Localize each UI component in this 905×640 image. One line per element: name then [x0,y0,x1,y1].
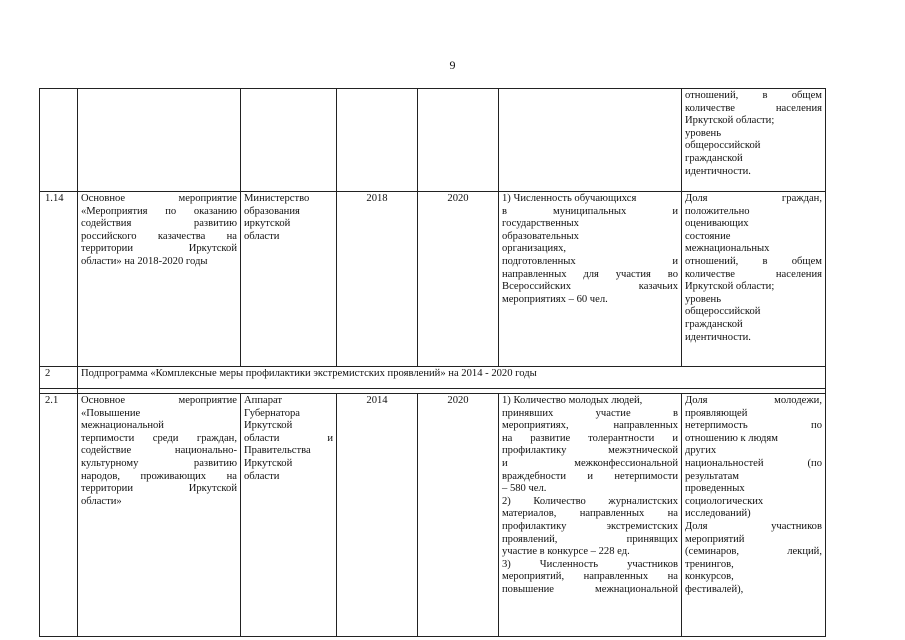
indicator-line: других [685,445,717,457]
result-line: образовательных [502,230,579,242]
indicator-line: оценивающих [685,218,749,230]
indicator-line: результатам [685,470,739,482]
indicator-line: фестивалей), [685,583,744,595]
cell-results [499,192,682,367]
result-line: профилактику экстремистских [502,520,678,532]
result-line: и межконфессиональной [502,457,678,469]
indicator-line: Доля молодежи, [685,395,822,406]
indicator-line: количестве населения [685,102,822,114]
indicator-line: гражданской [685,318,743,330]
indicator-line: уровень [685,293,722,305]
result-line: Всероссийских казачьих [502,281,678,293]
cell-start-year: 2018 [337,192,418,367]
cell-number: 1.14 [40,192,78,367]
cell-executor [241,394,337,637]
indicator-line: идентичности. [685,165,751,177]
indicator-line: отношению к людям [685,432,778,444]
cell-number [40,89,78,192]
indicator-line: национальностей (по [685,457,822,469]
result-line: принявших участие в [502,407,678,419]
cell-end-year [418,89,499,192]
result-line: профилактику межэтнической [502,445,678,457]
event-line: содействия развитию [81,218,237,230]
event-line: Основное мероприятие [81,193,237,204]
indicator-line: идентичности. [685,331,751,343]
cell-results [499,394,682,637]
executor-line: Иркутской [244,457,293,469]
executor-line: иркутской [244,218,291,230]
indicator-line: исследований) [685,508,751,520]
indicator-line: общероссийской [685,306,761,318]
table-row-continuation [40,89,826,192]
indicator-line: Иркутской области; [685,115,775,127]
result-line: 1) Численность обучающихся [502,193,637,204]
executor-line: области [244,230,280,242]
result-line: 3) Численность участников [502,558,678,570]
cell-event [78,89,241,192]
indicator-line: мероприятий [685,533,745,545]
program-table [39,88,826,637]
result-line: проявлений, принявщих [502,533,678,545]
indicator-line: проявляющей [685,407,748,419]
executor-line: Иркутской [244,420,293,432]
result-line: подготовленных и [502,255,678,267]
indicator-line: отношений, в общем [685,90,822,101]
table-row-1-14 [40,192,826,367]
result-line: – 580 чел. [502,483,547,495]
result-line: организациях, [502,243,567,255]
event-line: терпимости среди граждан, [81,432,237,444]
cell-results [499,89,682,192]
cell-number: 2 [40,367,78,389]
result-line: мероприятиях – 60 чел. [502,293,608,305]
indicator-line: тренингов, [685,558,734,570]
page-number: 9 [449,58,456,72]
indicator-line: общероссийской [685,140,761,152]
cell-executor [241,89,337,192]
indicator-line: межнациональных [685,243,770,255]
event-line: области» [81,495,122,507]
executor-line: Губернатора [244,407,301,419]
indicator-line: (семинаров, лекций, [685,546,822,558]
result-line: мероприятий, направленных на [502,571,678,583]
executor-line: Аппарат [244,395,283,406]
executor-line: Министерство [244,193,310,204]
cell-event [78,192,241,367]
cell-indicators [682,394,826,637]
result-line: государственных [502,218,579,230]
event-line: народов, проживающих на [81,470,237,482]
result-line: мероприятиях, направленных [502,420,678,432]
event-line: области» на 2018-2020 годы [81,255,208,267]
cell-executor [241,192,337,367]
executor-line: области [244,470,280,482]
result-line: 2) Количество журналистских [502,495,678,507]
result-line: участие в конкурсе – 228 ед. [502,546,630,558]
indicator-line: положительно [685,205,750,217]
indicator-line: уровень [685,127,722,139]
subprogram-title: Подпрограмма «Комплексные меры профилактики экстремистских проявлений» на 2014 - 2020 годы [78,367,826,389]
cell-end-year: 2020 [418,394,499,637]
executor-line: Правительства [244,445,311,457]
event-line: «Повышение [81,407,141,419]
result-line: в муниципальных и [502,205,678,217]
indicator-line: Иркутской области; [685,281,775,293]
indicator-line: социологических [685,495,764,507]
event-line: содействие национально- [81,445,237,457]
cell-indicators [682,89,826,192]
cell-number: 2.1 [40,394,78,637]
cell-indicators [682,192,826,367]
indicator-line: состояние [685,230,731,242]
event-line: территории Иркутской [81,483,237,495]
table-row-subprogram-2 [40,367,826,389]
indicator-line: проведенных [685,483,745,495]
indicator-line: гражданской [685,152,743,164]
table-row-2-1 [40,394,826,637]
cell-end-year: 2020 [418,192,499,367]
event-line: Основное мероприятие [81,395,237,406]
executor-line: области и [244,432,333,444]
executor-line: образования [244,205,300,217]
event-line: культурному развитию [81,457,237,469]
cell-event [78,394,241,637]
result-line: 1) Количество молодых людей, [502,395,643,406]
event-line: территории Иркутской [81,243,237,255]
indicator-line: Доля граждан, [685,193,822,204]
cell-start-year: 2014 [337,394,418,637]
indicator-line: Доля участников [685,520,822,532]
indicator-line: нетерпимость по [685,420,822,432]
event-line: межнациональной [81,420,164,432]
indicator-line: количестве населения [685,268,822,280]
event-line: российского казачества на [81,230,237,242]
result-line: направленных для участия во [502,268,678,280]
result-line: враждебности и нетерпимости [502,470,678,482]
result-line: на развитие толерантности и [502,432,678,444]
indicator-line: отношений, в общем [685,255,822,267]
event-line: «Мероприятия по оказанию [81,205,237,217]
result-line: материалов, направленных на [502,508,678,520]
cell-start-year [337,89,418,192]
indicator-line: конкурсов, [685,571,734,583]
result-line: повышение межнациональной [502,583,678,595]
